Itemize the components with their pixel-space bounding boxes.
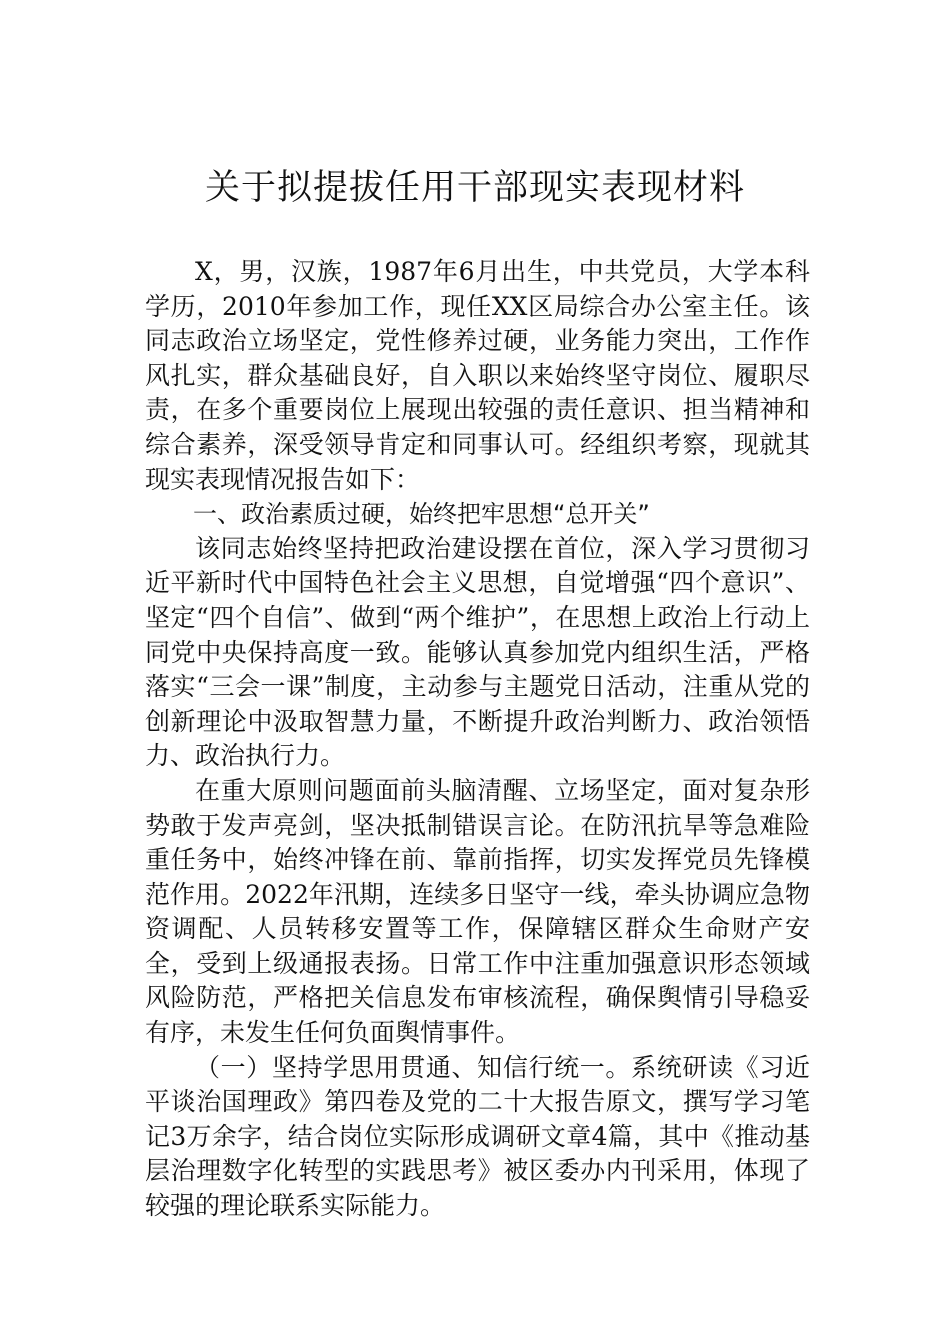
- section-heading-1: 一、政治素质过硬，始终把牢思想“总开关”: [193, 500, 650, 529]
- document-title: 关于拟提拔任用干部现实表现材料: [204, 168, 745, 208]
- paragraph-political-stance: 在重大原则问题面前头脑清醒、立场坚定，面对复杂形势敢于发声亮剑，坚决抵制错误言论。在防汛抗旱等急难险重任务中，始终冲锋在前、靠前指挥，切实发挥党员先锋模范作用。2022年汛期，连续多日坚守一线，牵头协调应急物资调配、人员转移安置等工作，保障辖区群众生命财产安全，受到上级通报表扬。日常工作中注重加强意识形态领域风险防范，严格把关信息发布审核流程，确保舆情引导稳妥有序，未发生任何负面舆情事件。: [145, 775, 810, 1048]
- paragraph-intro: X，男，汉族，1987年6月出生，中共党员，大学本科学历，2010年参加工作，现任XX区局综合办公室主任。该同志政治立场坚定，党性修养过硬，业务能力突出，工作作风扎实，群众基础良好，自入职以来始终坚守岗位、履职尽责，在多个重要岗位上展现出较强的责任意识、担当精神和综合素养，深受领导肯定和同事认可。经组织考察，现就其现实表现情况报告如下：: [145, 257, 810, 494]
- document-body: [145, 255, 810, 1224]
- paragraph-political-study: 该同志始终坚持把政治建设摆在首位，深入学习贯彻习近平新时代中国特色社会主义思想，自觉增强“四个意识”、坚定“四个自信”、做到“两个维护”，在思想上政治上行动上同党中央保持高度一致。能够认真参加党内组织生活，严格落实“三会一课”制度，主动参与主题党日活动，注重从党的创新理论中汲取智慧力量，不断提升政治判断力、政治领悟力、政治执行力。: [145, 533, 810, 771]
- paragraph-subsection-1: （一）坚持学思用贯通、知信行统一。系统研读《习近平谈治国理政》第四卷及党的二十大报告原文，撰写学习笔记3万余字，结合岗位实际形成调研文章4篇，其中《推动基层治理数字化转型的实践思考》被区委办内刊采用，体现了较强的理论联系实际能力。: [145, 1052, 810, 1221]
